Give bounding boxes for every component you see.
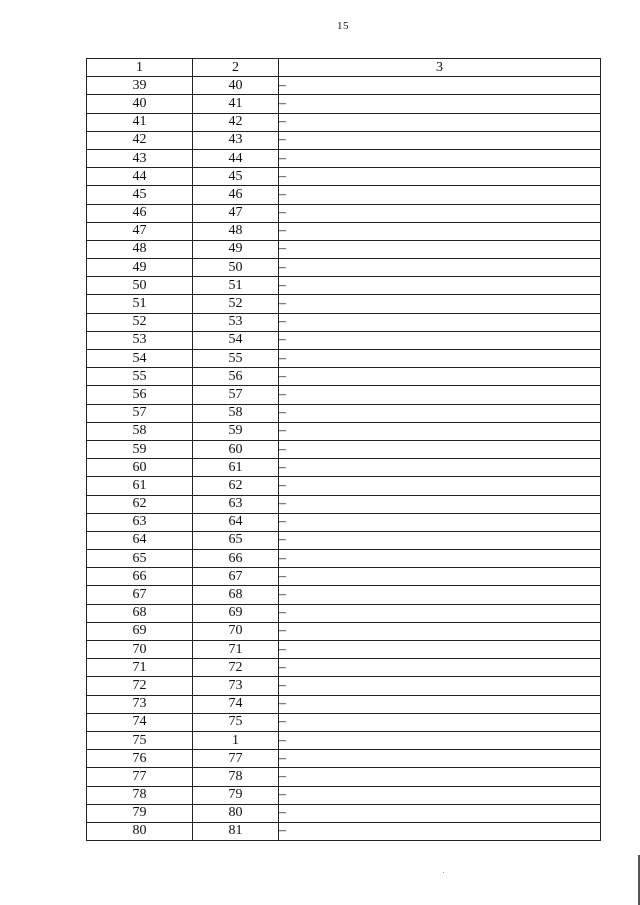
table-cell-col2: 78 xyxy=(193,768,279,786)
table-row xyxy=(87,368,601,386)
table-cell-col3: – xyxy=(279,222,601,240)
table-cell-col3: – xyxy=(279,695,601,713)
table-cell-col1: 61 xyxy=(87,477,193,495)
table-row xyxy=(87,495,601,513)
table-cell-col2: 58 xyxy=(193,404,279,422)
table-cell-col3: – xyxy=(279,568,601,586)
table-cell-col2: 71 xyxy=(193,641,279,659)
table-row xyxy=(87,659,601,677)
table-cell-col2: 75 xyxy=(193,713,279,731)
table-row xyxy=(87,313,601,331)
table-cell-col3: – xyxy=(279,113,601,131)
table-cell-col1: 54 xyxy=(87,350,193,368)
table-row xyxy=(87,713,601,731)
table-cell-col3: – xyxy=(279,641,601,659)
table-cell-col3: – xyxy=(279,513,601,531)
table-cell-col3: – xyxy=(279,422,601,440)
table-row xyxy=(87,513,601,531)
table-body xyxy=(87,77,601,841)
table-row xyxy=(87,586,601,604)
table-cell-col1: 67 xyxy=(87,586,193,604)
column-header-3: 3 xyxy=(279,59,601,77)
table-cell-col3: – xyxy=(279,313,601,331)
table-cell-col1: 65 xyxy=(87,550,193,568)
column-header-1: 1 xyxy=(87,59,193,77)
table-cell-col1: 43 xyxy=(87,149,193,167)
table-cell-col3: – xyxy=(279,786,601,804)
table-row xyxy=(87,731,601,749)
table-cell-col1: 70 xyxy=(87,641,193,659)
table-row xyxy=(87,277,601,295)
table-row xyxy=(87,677,601,695)
table-cell-col1: 74 xyxy=(87,713,193,731)
table-row xyxy=(87,131,601,149)
table-row xyxy=(87,186,601,204)
table-row xyxy=(87,641,601,659)
table-cell-col1: 80 xyxy=(87,822,193,840)
table-cell-col2: 81 xyxy=(193,822,279,840)
table-cell-col2: 80 xyxy=(193,804,279,822)
table-cell-col3: – xyxy=(279,95,601,113)
table-cell-col2: 53 xyxy=(193,313,279,331)
table-cell-col3: – xyxy=(279,586,601,604)
table-cell-col3: – xyxy=(279,149,601,167)
table-cell-col2: 68 xyxy=(193,586,279,604)
table-cell-col2: 57 xyxy=(193,386,279,404)
table-cell-col3: – xyxy=(279,768,601,786)
table-cell-col1: 64 xyxy=(87,531,193,549)
table-cell-col2: 49 xyxy=(193,240,279,258)
table-row xyxy=(87,822,601,840)
table-cell-col1: 53 xyxy=(87,331,193,349)
table-row xyxy=(87,604,601,622)
table-row xyxy=(87,477,601,495)
table-row xyxy=(87,386,601,404)
table-row xyxy=(87,804,601,822)
table-row xyxy=(87,404,601,422)
table-cell-col2: 79 xyxy=(193,786,279,804)
table-cell-col2: 65 xyxy=(193,531,279,549)
table-cell-col2: 72 xyxy=(193,659,279,677)
table-cell-col2: 52 xyxy=(193,295,279,313)
table-row xyxy=(87,77,601,95)
table-cell-col1: 41 xyxy=(87,113,193,131)
table-cell-col3: – xyxy=(279,440,601,458)
table-cell-col3: – xyxy=(279,731,601,749)
table-cell-col3: – xyxy=(279,659,601,677)
table-cell-col2: 55 xyxy=(193,350,279,368)
table-cell-col1: 76 xyxy=(87,750,193,768)
table-cell-col1: 50 xyxy=(87,277,193,295)
table-cell-col3: – xyxy=(279,531,601,549)
table-row xyxy=(87,786,601,804)
table-cell-col1: 51 xyxy=(87,295,193,313)
table-cell-col2: 51 xyxy=(193,277,279,295)
table-cell-col2: 40 xyxy=(193,77,279,95)
table-cell-col3: – xyxy=(279,604,601,622)
table-cell-col2: 77 xyxy=(193,750,279,768)
table-cell-col1: 63 xyxy=(87,513,193,531)
table-row xyxy=(87,550,601,568)
table-cell-col3: – xyxy=(279,240,601,258)
table-cell-col2: 63 xyxy=(193,495,279,513)
table-cell-col1: 56 xyxy=(87,386,193,404)
table-row xyxy=(87,568,601,586)
table-cell-col3: – xyxy=(279,822,601,840)
table-cell-col2: 44 xyxy=(193,149,279,167)
table-row xyxy=(87,459,601,477)
table-row xyxy=(87,95,601,113)
table-cell-col3: – xyxy=(279,477,601,495)
table-cell-col2: 67 xyxy=(193,568,279,586)
table-cell-col2: 1 xyxy=(193,731,279,749)
table-cell-col3: – xyxy=(279,495,601,513)
table-cell-col2: 50 xyxy=(193,259,279,277)
table-cell-col3: – xyxy=(279,168,601,186)
table-cell-col1: 55 xyxy=(87,368,193,386)
table-cell-col2: 74 xyxy=(193,695,279,713)
table-cell-col1: 68 xyxy=(87,604,193,622)
table-cell-col2: 66 xyxy=(193,550,279,568)
table-row xyxy=(87,149,601,167)
table-cell-col2: 56 xyxy=(193,368,279,386)
table-cell-col2: 60 xyxy=(193,440,279,458)
table-cell-col2: 42 xyxy=(193,113,279,131)
table-cell-col2: 59 xyxy=(193,422,279,440)
table-cell-col1: 44 xyxy=(87,168,193,186)
table-cell-col1: 46 xyxy=(87,204,193,222)
table-cell-col1: 40 xyxy=(87,95,193,113)
page-number: 15 xyxy=(337,20,349,32)
table-cell-col3: – xyxy=(279,386,601,404)
table-cell-col3: – xyxy=(279,622,601,640)
table-cell-col3: – xyxy=(279,677,601,695)
table-cell-col3: – xyxy=(279,259,601,277)
table-cell-col2: 43 xyxy=(193,131,279,149)
table-row xyxy=(87,531,601,549)
table-cell-col1: 45 xyxy=(87,186,193,204)
table-cell-col1: 69 xyxy=(87,622,193,640)
table-row xyxy=(87,259,601,277)
table-cell-col3: – xyxy=(279,550,601,568)
table-cell-col2: 62 xyxy=(193,477,279,495)
table-cell-col3: – xyxy=(279,404,601,422)
table-cell-col1: 73 xyxy=(87,695,193,713)
table-cell-col3: – xyxy=(279,713,601,731)
table-cell-col1: 79 xyxy=(87,804,193,822)
table-cell-col2: 54 xyxy=(193,331,279,349)
table-cell-col2: 48 xyxy=(193,222,279,240)
table-cell-col2: 61 xyxy=(193,459,279,477)
table-cell-col3: – xyxy=(279,459,601,477)
table-cell-col1: 78 xyxy=(87,786,193,804)
table-header-row xyxy=(87,59,601,77)
table-cell-col1: 58 xyxy=(87,422,193,440)
table-row xyxy=(87,422,601,440)
table-cell-col2: 64 xyxy=(193,513,279,531)
table-cell-col2: 46 xyxy=(193,186,279,204)
table-row xyxy=(87,222,601,240)
data-table xyxy=(86,58,601,841)
table-cell-col1: 57 xyxy=(87,404,193,422)
table-cell-col3: – xyxy=(279,350,601,368)
table-cell-col1: 42 xyxy=(87,131,193,149)
table-cell-col1: 75 xyxy=(87,731,193,749)
table-row xyxy=(87,695,601,713)
table-cell-col1: 52 xyxy=(87,313,193,331)
table-cell-col1: 72 xyxy=(87,677,193,695)
table-cell-col1: 66 xyxy=(87,568,193,586)
table-row xyxy=(87,204,601,222)
table-row xyxy=(87,240,601,258)
table-row xyxy=(87,440,601,458)
table-cell-col1: 48 xyxy=(87,240,193,258)
table-cell-col1: 62 xyxy=(87,495,193,513)
table-cell-col2: 73 xyxy=(193,677,279,695)
table-cell-col2: 45 xyxy=(193,168,279,186)
table-row xyxy=(87,622,601,640)
table-row xyxy=(87,113,601,131)
table-cell-col1: 47 xyxy=(87,222,193,240)
table-row xyxy=(87,295,601,313)
table-cell-col1: 77 xyxy=(87,768,193,786)
table-row xyxy=(87,331,601,349)
table-cell-col1: 71 xyxy=(87,659,193,677)
table-cell-col1: 49 xyxy=(87,259,193,277)
table-cell-col2: 41 xyxy=(193,95,279,113)
table-row xyxy=(87,168,601,186)
table-cell-col3: – xyxy=(279,295,601,313)
table-cell-col2: 69 xyxy=(193,604,279,622)
table-cell-col3: – xyxy=(279,131,601,149)
scan-speck xyxy=(443,872,444,873)
table-cell-col2: 47 xyxy=(193,204,279,222)
table-cell-col2: 70 xyxy=(193,622,279,640)
table-cell-col3: – xyxy=(279,186,601,204)
table-cell-col3: – xyxy=(279,277,601,295)
column-header-2: 2 xyxy=(193,59,279,77)
table-cell-col3: – xyxy=(279,804,601,822)
table-cell-col3: – xyxy=(279,204,601,222)
table-cell-col1: 39 xyxy=(87,77,193,95)
table-row xyxy=(87,750,601,768)
table-cell-col3: – xyxy=(279,368,601,386)
table-cell-col3: – xyxy=(279,750,601,768)
table-cell-col1: 60 xyxy=(87,459,193,477)
table-cell-col3: – xyxy=(279,331,601,349)
table-cell-col1: 59 xyxy=(87,440,193,458)
table-row xyxy=(87,350,601,368)
table-cell-col3: – xyxy=(279,77,601,95)
table-row xyxy=(87,768,601,786)
